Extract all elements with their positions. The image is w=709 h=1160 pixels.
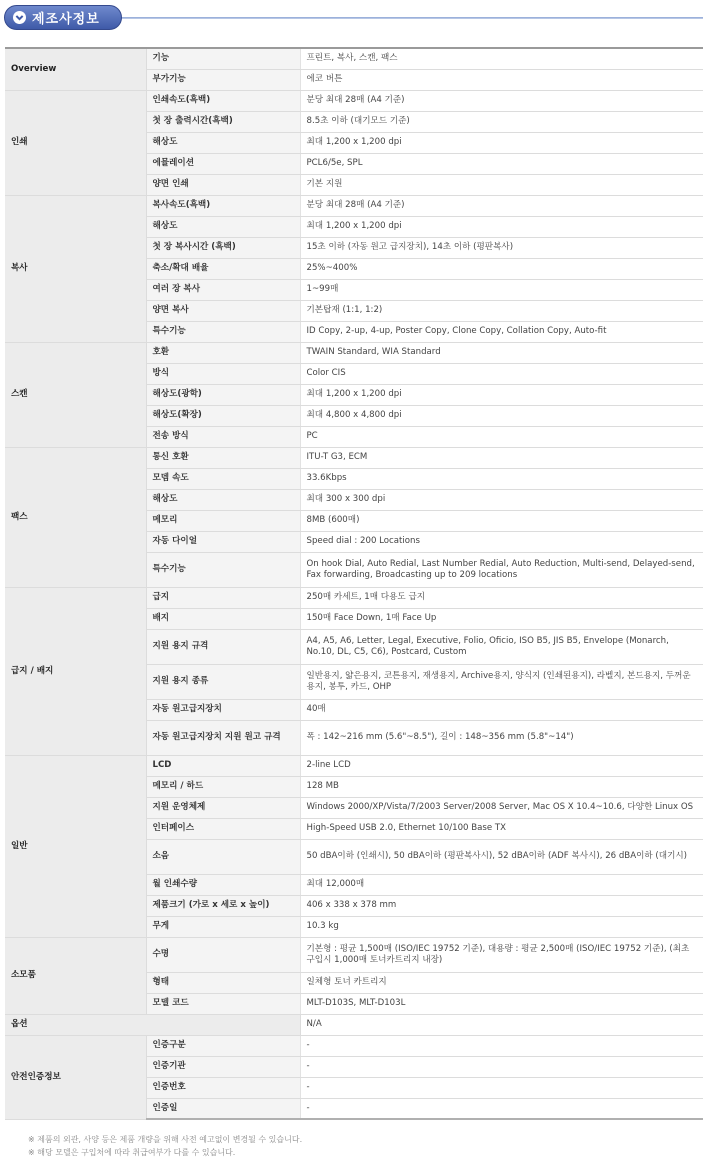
value-cell: 25%~400%	[300, 258, 703, 279]
label-cell: 해상도	[146, 489, 300, 510]
value-cell: 일체형 토너 카트리지	[300, 972, 703, 993]
category-cell: 인쇄	[5, 90, 146, 195]
value-cell: -	[300, 1077, 703, 1098]
label-cell: 방식	[146, 363, 300, 384]
label-cell: 해상도(확장)	[146, 405, 300, 426]
value-cell: PC	[300, 426, 703, 447]
table-row	[5, 195, 703, 216]
value-cell: 8.5초 이하 (대기모드 기준)	[300, 111, 703, 132]
table-row	[5, 447, 703, 468]
value-cell: 에코 버튼	[300, 69, 703, 90]
label-cell: 메모리 / 하드	[146, 776, 300, 797]
value-cell: 최대 300 x 300 dpi	[300, 489, 703, 510]
value-cell: 128 MB	[300, 776, 703, 797]
label-cell: 자동 원고급지장치	[146, 699, 300, 720]
value-cell: 최대 12,000매	[300, 874, 703, 895]
header-rule	[118, 17, 703, 19]
footnote-item: ※ 해당 모델은 구입처에 따라 취급여부가 다를 수 있습니다.	[28, 1148, 236, 1157]
category-cell: 일반	[5, 755, 146, 937]
value-cell: Speed dial : 200 Locations	[300, 531, 703, 552]
value-cell: 15초 이하 (자동 원고 급지장치), 14초 이하 (평판복사)	[300, 237, 703, 258]
category-cell: 급지 / 배지	[5, 587, 146, 755]
label-cell: 기능	[146, 48, 300, 69]
label-cell: 인쇄속도(흑백)	[146, 90, 300, 111]
value-cell: -	[300, 1035, 703, 1056]
table-row	[5, 1014, 703, 1035]
value-cell: 406 x 338 x 378 mm	[300, 895, 703, 916]
value-cell: TWAIN Standard, WIA Standard	[300, 342, 703, 363]
label-cell: 해상도(광학)	[146, 384, 300, 405]
table-row	[5, 755, 703, 776]
value-cell: 최대 1,200 x 1,200 dpi	[300, 132, 703, 153]
value-cell: 최대 1,200 x 1,200 dpi	[300, 216, 703, 237]
value-cell: 40매	[300, 699, 703, 720]
label-cell: 배지	[146, 608, 300, 629]
label-cell: 자동 원고급지장치 지원 원고 규격	[146, 720, 300, 755]
value-cell: 10.3 kg	[300, 916, 703, 937]
label-cell: 인터페이스	[146, 818, 300, 839]
value-cell: 폭 : 142~216 mm (5.6"~8.5"), 길이 : 148~356 mm (5.8"~14")	[300, 720, 703, 755]
label-cell: 지원 용지 규격	[146, 629, 300, 664]
value-cell: ITU-T G3, ECM	[300, 447, 703, 468]
label-cell: 인증기관	[146, 1056, 300, 1077]
label-cell: 급지	[146, 587, 300, 608]
label-cell: 인증번호	[146, 1077, 300, 1098]
value-cell: 기본형 : 평균 1,500매 (ISO/IEC 19752 기준), 대용량 : 평균 2,500매 (ISO/IEC 19752 기준), (최초 구입시 1,000매 토너카트리지 내장)	[300, 937, 703, 972]
category-cell: Overview	[5, 48, 146, 90]
value-cell: 최대 1,200 x 1,200 dpi	[300, 384, 703, 405]
value-cell: -	[300, 1098, 703, 1119]
value-cell: Color CIS	[300, 363, 703, 384]
table-row	[5, 937, 703, 972]
value-cell: 최대 4,800 x 4,800 dpi	[300, 405, 703, 426]
value-cell: N/A	[300, 1014, 703, 1035]
value-cell: 150매 Face Down, 1매 Face Up	[300, 608, 703, 629]
footnotes	[28, 1133, 302, 1159]
value-cell: 50 dBA이하 (인쇄시), 50 dBA이하 (평판복사시), 52 dBA이하 (ADF 복사시), 26 dBA이하 (대기시)	[300, 839, 703, 874]
value-cell: 일반용지, 얇은용지, 코튼용지, 재생용지, Archive용지, 양식지 (인쇄된용지), 라벨지, 본드용지, 두꺼운용지, 봉투, 카드, OHP	[300, 664, 703, 699]
label-cell: 해상도	[146, 132, 300, 153]
label-cell: 첫 장 출력시간(흑백)	[146, 111, 300, 132]
label-cell: 특수기능	[146, 321, 300, 342]
value-cell: A4, A5, A6, Letter, Legal, Executive, Folio, Oficio, ISO B5, JIS B5, Envelope (Monarch, No.10, DL, C5, C6), Postcard, Custom	[300, 629, 703, 664]
value-cell: 분당 최대 28매 (A4 기준)	[300, 195, 703, 216]
table-row	[5, 342, 703, 363]
value-cell: 2-line LCD	[300, 755, 703, 776]
label-cell: 형태	[146, 972, 300, 993]
category-cell: 팩스	[5, 447, 146, 587]
section-title-badge	[4, 5, 122, 30]
label-cell: 부가기능	[146, 69, 300, 90]
label-cell: 호환	[146, 342, 300, 363]
value-cell: 250매 카세트, 1매 다용도 급지	[300, 587, 703, 608]
label-cell: 양면 복사	[146, 300, 300, 321]
value-cell: High-Speed USB 2.0, Ethernet 10/100 Base TX	[300, 818, 703, 839]
label-cell: 모뎀 속도	[146, 468, 300, 489]
label-cell: 소음	[146, 839, 300, 874]
value-cell: 8MB (600매)	[300, 510, 703, 531]
label-cell: 지원 용지 종류	[146, 664, 300, 699]
chevron-down-icon	[13, 11, 26, 24]
label-cell: 메모리	[146, 510, 300, 531]
value-cell: 33.6Kbps	[300, 468, 703, 489]
label-cell: 제품크기 (가로 x 세로 x 높이)	[146, 895, 300, 916]
table-row	[5, 1035, 703, 1056]
table-row	[5, 90, 703, 111]
label-cell: LCD	[146, 755, 300, 776]
label-cell: 통신 호환	[146, 447, 300, 468]
spec-table	[5, 47, 703, 1120]
label-cell: 자동 다이얼	[146, 531, 300, 552]
label-cell: 지원 운영체제	[146, 797, 300, 818]
label-cell: 에뮬레이션	[146, 153, 300, 174]
value-cell: 기본 지원	[300, 174, 703, 195]
value-cell: ID Copy, 2-up, 4-up, Poster Copy, Clone Copy, Collation Copy, Auto-fit	[300, 321, 703, 342]
value-cell: 분당 최대 28매 (A4 기준)	[300, 90, 703, 111]
label-cell: 무게	[146, 916, 300, 937]
category-cell: 복사	[5, 195, 146, 342]
value-cell: 프린트, 복사, 스캔, 팩스	[300, 48, 703, 69]
label-cell: 해상도	[146, 216, 300, 237]
value-cell: Windows 2000/XP/Vista/7/2003 Server/2008 Server, Mac OS X 10.4~10.6, 다양한 Linux OS	[300, 797, 703, 818]
label-cell: 여러 장 복사	[146, 279, 300, 300]
label-cell: 복사속도(흑백)	[146, 195, 300, 216]
label-cell: 수명	[146, 937, 300, 972]
value-cell: MLT-D103S, MLT-D103L	[300, 993, 703, 1014]
label-cell: 인증구분	[146, 1035, 300, 1056]
category-cell: 옵션	[5, 1014, 300, 1035]
table-row	[5, 587, 703, 608]
category-cell: 스캔	[5, 342, 146, 447]
section-header	[0, 0, 709, 36]
value-cell: -	[300, 1056, 703, 1077]
category-cell: 소모품	[5, 937, 146, 1014]
label-cell: 양면 인쇄	[146, 174, 300, 195]
label-cell: 인증일	[146, 1098, 300, 1119]
label-cell: 모델 코드	[146, 993, 300, 1014]
value-cell: PCL6/5e, SPL	[300, 153, 703, 174]
section-title: 제조사정보	[32, 12, 100, 27]
table-row	[5, 48, 703, 69]
value-cell: On hook Dial, Auto Redial, Last Number Redial, Auto Reduction, Multi-send, Delayed-send, Fax forwarding, Broadcasting up to 209 locations	[300, 552, 703, 587]
category-cell: 안전인증정보	[5, 1035, 146, 1119]
label-cell: 월 인쇄수량	[146, 874, 300, 895]
value-cell: 기본탑재 (1:1, 1:2)	[300, 300, 703, 321]
label-cell: 특수기능	[146, 552, 300, 587]
value-cell: 1~99매	[300, 279, 703, 300]
label-cell: 축소/확대 배율	[146, 258, 300, 279]
label-cell: 전송 방식	[146, 426, 300, 447]
footnote-item: ※ 제품의 외관, 사양 등은 제품 개량을 위해 사전 예고없이 변경될 수 있습니다.	[28, 1135, 303, 1144]
label-cell: 첫 장 복사시간 (흑백)	[146, 237, 300, 258]
